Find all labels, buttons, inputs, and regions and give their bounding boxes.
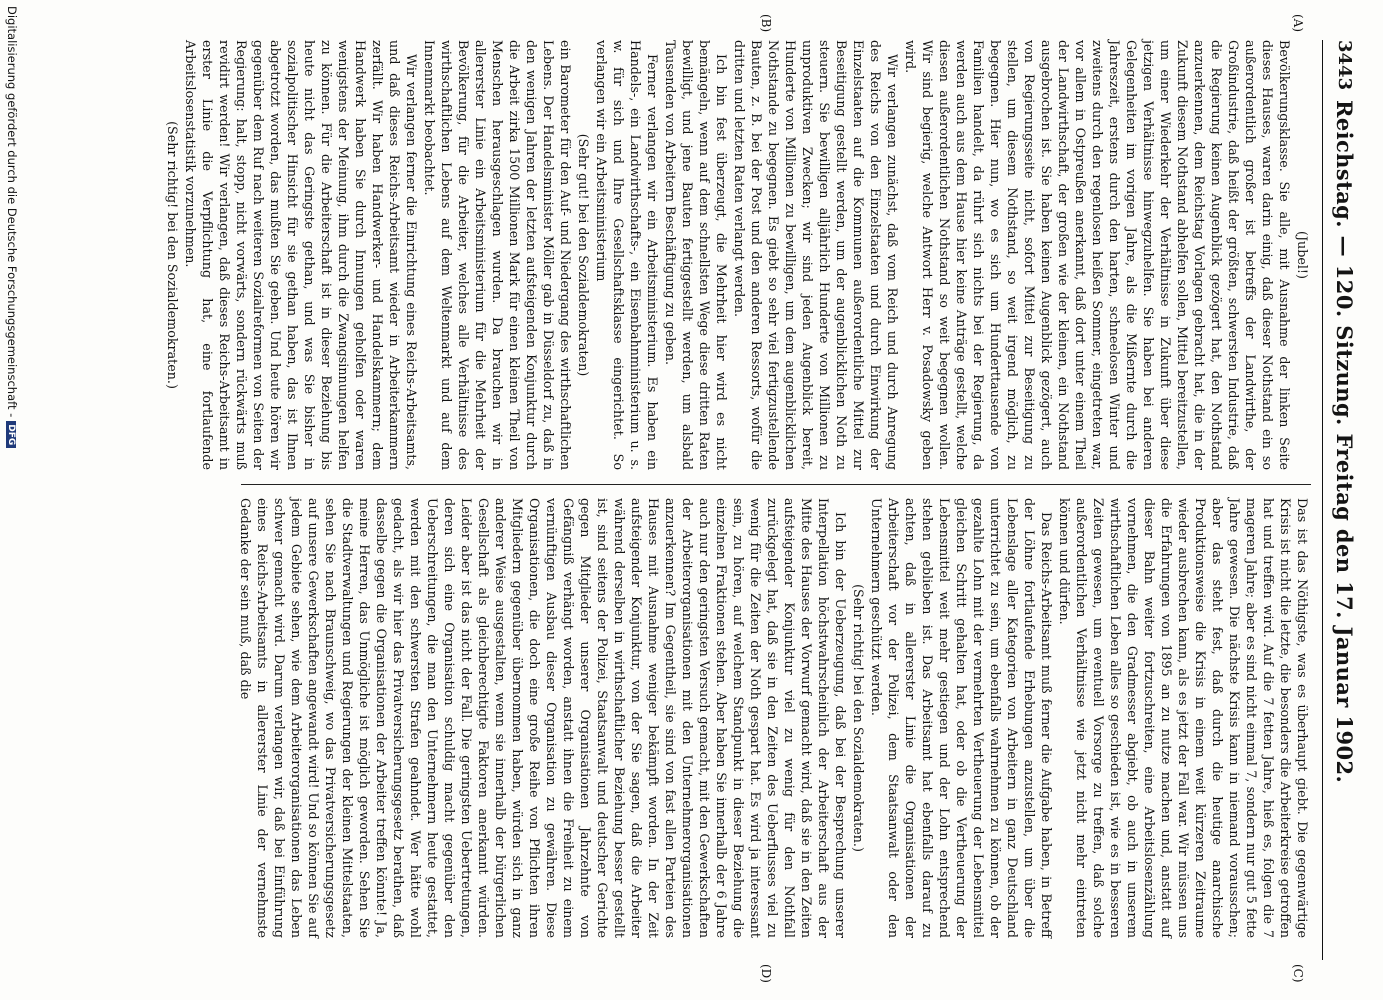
- margin-letter-a: (A): [1291, 14, 1305, 33]
- dfg-logo-icon: DFG: [7, 421, 17, 448]
- paragraph: Bevölkerungsklasse. Sie alle, mit Ausnahme der linken Seite dieses Hauses, waren darin einig, daß dieser Nothstand ein so außerordentlich großer ist betreffs der Landwirthe, der Großindustrie, daß heißt der größten, schwersten Industrie, daß die Regierung keinen Augenblick gezögert hat, den Nothstand anzuerkennen, dem Reichstag Vorlagen gebracht hat, die in der Zukunft diesem Nothstand abhelfen sollen, Mittel bereitzustellen, um einer Wiederkehr der Verhältnisse in Zukunft über diese jetzigen Verhältnisse hinwegzuhelfen. Sie haben bei anderen Gelegenheiten im vorigen Jahre, als die Mißernte durch die Jahreszeit, erstens durch den harten, schneelosen Winter und zweitens durch den regenlosen heißen Sommer, eingetreten war, vor allem in Ostpreußen anerkannt, daß dort unter einem Theil der Landwirthschaft, der großen wie der kleinen, ein Nothstand ausgebrochen ist. Sie haben keinen Augenblick gezögert, auch von Regierungsseite nicht, sofort Mittel zur Beseitigung zu stellen, um diesem Nothstand, so weit irgend möglich, zu begegnen. Hier nun, wo es sich um Hunderttausende von Familien handelt, da rührt sich nichts bei der Regierung, da werden auch aus dem Hause hier keine Anträge gestellt, welche diesen außerordentlichen Nothstand so weit begegnen wollen. Wir sind begierig, welche Antwort Herr v. Posadowsky geben wird.: [903, 40, 1292, 470]
- margin-letter-b: (B): [759, 14, 773, 33]
- digitization-credit: [3, 6, 19, 996]
- column-divider: [241, 484, 1311, 485]
- left-column: [165, 40, 1311, 470]
- paragraph: Das ist das Nöthigste, was es überhaupt giebt. Die gegenwärtige Krisis ist nicht die letzte, die besonders die Arbeiterkreise getroffen hat und treffen wird. Auf die 7 fetten Jahre, hieß es, folgen die 7 mageren Jahre; aber es sind nicht einmal 7, sondern nur gut 5 fette Jahre gewesen. Die nächste Krisis kann in niemand vorausschen; aber das steht fest, daß durch die heutige anarchische Produktionsweise die Krisis in einem weit kürzeren Zeitraume wieder ausbrechen kann, als es jetzt der Fall war. Wir müssen uns die Erfahrungen von 1895 an zu nutze machen und, anstatt auf dieser Bahn weiter fortzuschreiten, eine Arbeitslosenzählung vornehmen, die den Gradmesser abgiebt, ob auch in unserem wirthschaftlichen Leben alles so geschieden ist, wie es in besseren Zeiten gewesen, um eventuell Vorsorge zu treffen, daß solche außerordentlichen Verhältnisse wie jetzt nicht mehr eintreten können und dürfen.: [1057, 498, 1310, 938]
- paragraph: Das Reichs-Arbeitsamt muß ferner die Aufgabe haben, in Betreff der Löhne fortlaufende Erhebungen anzustellen, um über die Lebenslage aller Kategorien von Arbeitern in ganz Deutschland unterrichtet zu sein, um ebenfalls wahrnehmen zu können, ob der gezahlte Lohn mit der vermehrten Vertheuerung der Lebensmittel gleichen Schritt gehalten hat, oder ob die Vertheuerung der Lebensmittel weit mehr gestiegen und der Lohn entsprechend stehen geblieben ist. Das Arbeitsamt hat ebenfalls darauf zu achten, daß in allererster Linie die Organisationen der Arbeiterschaft vor der Polizei, dem Staatsanwalt oder den Unternehmern geschützt werden.: [869, 498, 1054, 938]
- page-number: 3443: [1334, 40, 1355, 91]
- paragraph: Ich bin fest überzeugt, die Mehrheit hier wird es nicht bemängeln, wenn auf dem schnellsten Wege diese dritten Raten bewilligt, und jene Bauten fertiggestellt werden, um alsbald Tausenden von Arbeitern Beschäftigung zu geben.: [663, 40, 729, 470]
- paragraph-interjection: (Sehr gut! bei den Sozialdemokraten): [576, 133, 591, 377]
- paragraph: Wir verlangen ferner die Einrichtung eines Reichs-Arbeitsamts, und daß dieses Reichs-Arbeitsamt wieder in Arbeiterkammern zerfällt. Wir haben Handwerker- und Handelskammern; dem Handwerk haben Sie durch Innungen geholfen oder waren wenigstens der Meinung, ihm durch die Zwangsinnungen helfen zu können. Für die Arbeiterschaft ist in dieser Beziehung bis heute nicht das Geringste gethan, und was Sie bisher in sozialpolitischer Hinsicht für sie gethan haben, das ist Ihnen abgetrotzt worden, das mußten Sie geben. Und heute hören wir gegenüber dem Ruf nach weiteren Sozialreformen von Seiten der Regierung: halt, stopp, nicht vorwärts, sondern rückwärts muß revidirt werden! Wir verlangen, daß dieses Reichs-Arbeitsamt in erster Linie die Verpflichtung hat, eine fortlaufende Arbeitslosenstatistik vorzunehmen.: [183, 40, 419, 470]
- credit-text: Digitalisierung gefördert durch die Deutsche Forschungsgemeinschaft -: [5, 6, 19, 418]
- margin-letter-c: (C): [1291, 964, 1305, 983]
- paragraph: (Jubel!): [1295, 231, 1310, 279]
- paragraph-interjection: (Sehr richtig! bei den Sozialdemokraten.): [165, 121, 180, 389]
- paragraph: ein Barometer für den Auf- und Niedergang des wirthschaftlichen Lebens. Der Handelsminister Möller gab in Düsseldorf zu, daß in den wenigen Jahren der letzten aufsteigenden Konjunktur durch die Arbeit zirka 1500 Millionen Mark für einen kleinen Theil von Menschen herausgeschlagen wurden. Da brauchen wir in allererster Linie ein Arbeitsministerium für die Mehrheit der Bevölkerung, für die Arbeiter, welches alle Verhältnisse des wirthschaftlichen Lebens auf dem Weltenmarkt und auf dem Innenmarkt beobachtet.: [422, 40, 573, 470]
- paragraph-interjection: (Sehr richtig! bei den Sozialdemokraten.): [851, 584, 866, 852]
- page-header: [1322, 40, 1363, 960]
- margin-letter-d: (D): [759, 964, 773, 983]
- paragraph: Ich bin der Ueberzeugung, daß bei der Besprechung unserer Interpellation höchstwahrscheinlich der Arbeiterschaft aus der Mitte des Hauses der Vorwurf gemacht wird, daß sie in den Zeiten aufsteigender Konjunktur viel zu wenig für den Nothfall zurückgelegt hat, daß sie in den Zeiten des Ueberflusses viel zu wenig für die Zeiten der Noth gespart hat. Es wird ja interessant sein, zu hören, auf welchem Standpunkt in dieser Beziehung die einzelnen Fraktionen stehen. Aber haben Sie innerhalb der 6 Jahre auch nur den geringsten Versuch gemacht, mit den Gewerkschaften der Arbeiterorganisationen mit den Unternehmerorganisationen anzuerkennen? Im Gegentheil, sie sind von fast allen Parteien des Hauses mit Ausnahme weniger bekämpft worden. In der Zeit aufsteigender Konjunktur, von der Sie sagen, daß die Arbeiter während derselben in wirthschaftlicher Beziehung besser gestellt ist, sind seitens der Polizei, Staatsanwalt und deutscher Gerichte gegen Mitglieder unserer Organisationen Jahrzehnte von Gefängniß verhängt worden, anstatt ihnen die Freiheit zu einem vernünftigen Ausbau dieser Organisation zu gewähren. Diese Organisationen, die doch eine große Reihe von Pflichten ihren Mitgliedern gegenüber übernommen haben, würden sich in ganz anderer Weise ausgestalten, wenn sie innerhalb der bürgerlichen Gesellschaft als gleichberechtigte Faktoren anerkannt würden. Leider aber ist das nicht der Fall. Die geringsten Uebertretungen, deren sich eine Organisation schuldig macht gegenüber den Ueberschreitungen, die man den Unternehmern heute gestattet, werden mit den schwersten Strafen geahndet. Wer hätte wohl gedacht, als wir hier das Privatversicherungsgesetz berathen, daß dasselbe gegen die Organisationen der Arbeiter treffen könnte! Ja, meine Herren, das Unmögliche ist möglich geworden. Sehen Sie die Stadtverwaltungen und Regierungen der kleinen Mittelstaaten, sehen Sie nach Braunschweig, wo das Privatversicherungsgesetz auf unsere Gewerkschaften angewandt wird! Und so können Sie auf jedem Gebiete sehen, wie dem Arbeiterorganisationen das Leben schwer gemacht wird. Darum verlangen wir, daß bei Einführung eines Reichs-Arbeitsamts in allererster Linie der vernehmste Gedanke der sein muß, daß die: [238, 498, 848, 938]
- paragraph: Ferner verlangen wir ein Arbeitsministerium. Es haben ein Handels-, ein Landwirthschafts-, ein Eisenbahnministerium u. s. w. für sich und Ihre Gesellschaftsklasse eingerichtet. So verlangen wir ein Arbeitsministerium: [594, 40, 660, 470]
- paragraph: Wir verlangen zunächst, daß vom Reich und durch Anregung des Reichs von den Einzelstaaten und durch Einwirkung der Einzelstaaten auf die Kommunen außerordentliche Mittel zur Beseitigung gestellt werden, um der augenblicklichen Noth zu steuern. Sie bewilligen alljährlich Hunderte von Millionen zu unproduktiven Zwecken; wir sind jeden Augenblick bereit, Hunderte von Millionen zu bewilligen, um dem augenblicklichen Nothstande zu begegnen. Es giebt so sehr viel fertigzustellende Bauten, z. B. bei der Post und den anderen Ressorts, wofür die dritten und letzten Raten verlangt werden.: [732, 40, 900, 470]
- running-title: Reichstag. — 120. Sitzung. Freitag den 17. Januar 1902.: [1332, 100, 1357, 784]
- right-column: [231, 498, 1311, 938]
